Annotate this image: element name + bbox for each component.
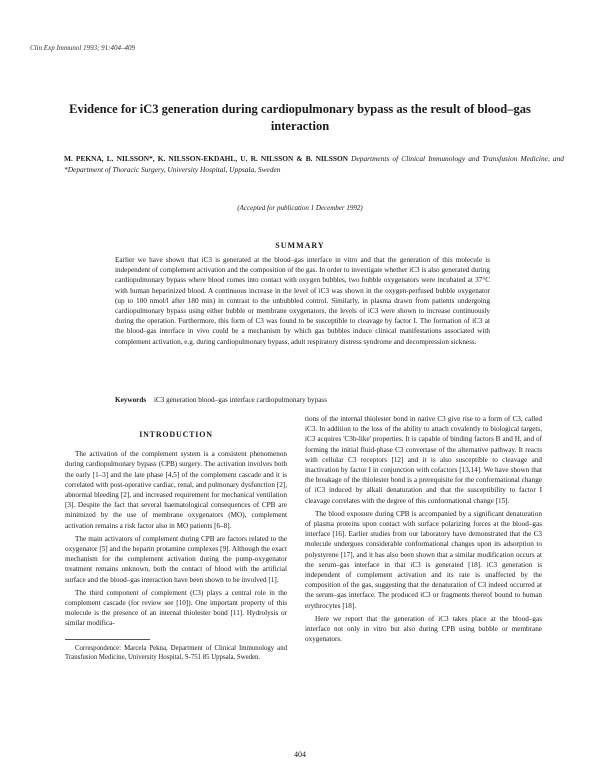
introduction-heading: INTRODUCTION [139,430,213,439]
body-paragraph: The main activators of complement during CPB are factors related to the oxygenator [5] and the heparin protamine complexes [9]. Although the exact mechanism for the complement activation during the pump-oxygenator treatment remains unknown, both the contact of blood with the artificial surface and the blood–gas interaction have been shown to be involved [1]. [65,534,287,584]
article-title: Evidence for iC3 generation during cardiopulmonary bypass as the result of blood–gas interaction [69,102,531,133]
body-paragraph: tions of the internal thiolester bond in native C3 give rise to a form of C3, called iC3. In addition to the loss of the ability to attach covalently to biological targets, iC3 acquires 'C3b-like' properties. It is capable of binding factors B and H, and of forming the initial fluid-phase C3 convertase of the alternative pathway. It reacts with cellular C3 receptors [12] and it is also susceptible to cleavage and inactivation by factor I in conjunction with cofactors [13,14]. We have shown that the breakage of the thiolester bond is a prerequisite for the conformational change of iC3 induced by alkali denaturation and that the susceptibility to factor I cleavage correlates with the degree of this conformational change [15]. [305,415,542,505]
page-number: 404 [294,750,306,759]
keywords [115,396,515,404]
journal-reference: Clin Exp Immunol 1993; 91:404–409 [30,44,135,52]
author-block [64,153,564,175]
right-column [305,414,542,647]
author-affiliation: Departments of Clinical Immunology and Transfusion Medicine, and *Department of Thoracic Surgery, University Hospital, Uppsala, Sweden [64,154,564,174]
body-paragraph: The third component of complement (C3) plays a central role in the complement cascade (for review see [10]). One important property of this molecule is the presence of an internal thiolester bond [11]. Hydrolysis or similar modifica- [65,588,287,628]
summary-text: Earlier we have shown that iC3 is generated at the blood–gas interface in vitro and that the generation of this molecule is independent of complement activation and the composition of the gas. In order to investigate whether iC3 is also generated during cardiopulmonary bypass where blood comes into contact with oxygen bubbles, two bubble oxygenators were incubated at 37°C with human heparinized blood. A continuous increase in the level of iC3 was shown in the oxygen-perfused bubble oxygenator (up to 100 nmol/l after 180 min) in contrast to the unbubbled control. Similarly, in plasma drawn from patients undergoing cardiopulmonary bypass using either bubble or membrane oxygenators, the levels of iC3 were shown to increase continuously during the operation. Furthermore, this form of C3 was found to be susceptible to cleavage by factor I. The formation of iC3 at the blood–gas interface in vivo could be a mechanism by which gas bubbles induce clinical manifestations associated with complement activation, e.g. during cardiopulmonary bypass, adult respiratory distress syndrome and decompression sickness. [115,256,490,346]
acceptance-note: (Accepted for publication 1 December 1992) [237,204,363,212]
left-column [65,430,287,663]
author-names: M. PEKNA, L. NILSSON*, K. NILSSON-EKDAHL, U. R. NILSSON & B. NILSSON [64,154,349,163]
correspondence-note: Correspondence: Marcela Pekna, Department of Clinical Immunology and Transfusion Medicine, University Hospital, S-751 85 Uppsala, Sweden. [65,644,287,662]
body-paragraph: Here we report that the generation of iC3 takes place at the blood–gas interface not only in vitro but also during CPB using bubble or membrane oxygenators. [305,614,542,644]
footnote-divider [65,639,150,640]
keywords-items: iC3 generation blood–gas interface cardiopulmonary bypass [153,396,328,404]
body-paragraph: The activation of the complement system is a consistent phenomenon during cardiopulmonary bypass (CPB) surgery. The activation involves both the early [1–3] and the late phase [4,5] of the complement cascade and it is correlated with post-operative cardiac, renal, and pulmonary dysfunction [2], abnormal bleeding [2], and increased requirement for mechanical ventilation [3]. Despite the fact that several haematological consequences of CPB are minimized by the use of membrane oxygenators (MO), complement activation remains a risk factor also in MO patients [6–8]. [65,450,287,530]
keywords-label: Keywords [115,396,147,404]
summary-heading: SUMMARY [275,241,325,250]
body-paragraph: The blood exposure during CPB is accompanied by a significant denaturation of plasma proteins upon contact with surface polarizing forces at the blood–gas interface [16]. Earlier studies from our laboratory have demonstrated that the C3 molecule undergoes considerable conformational changes upon its adsorption to polystyrene [17], and it has also been shown that a similar modification occurs at the serum–gas interface in that iC3 is generated [18]. iC3 generation is independent of complement activation and its rate is unaffected by the composition of the gas, suggesting that the denaturation of C3 indeed occurred at the serum–gas interface. The produced iC3 or fragments thereof bound to human erythrocytes [18]. [305,509,542,610]
